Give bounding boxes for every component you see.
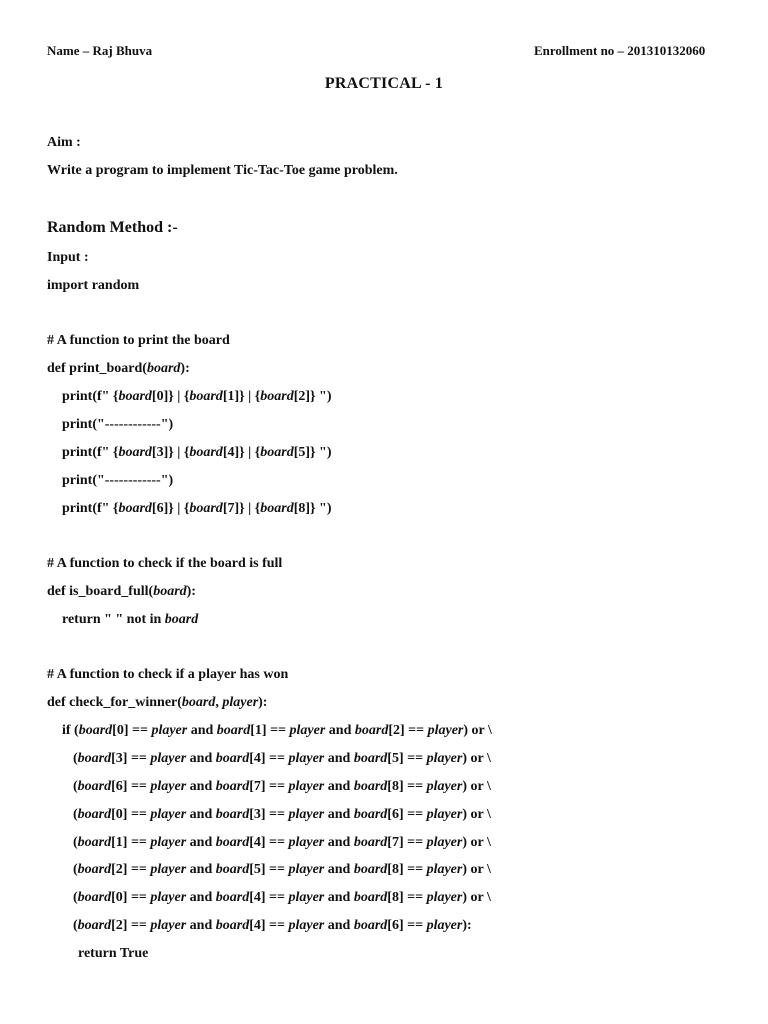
code-text: [6] == (387, 807, 427, 822)
code-text: ( (73, 835, 78, 850)
code-text: [4] == (249, 890, 289, 905)
code-line (47, 695, 267, 711)
code-identifier: board (215, 835, 250, 850)
code-text: and (324, 779, 354, 794)
code-line (47, 667, 288, 683)
code-text: print("------------") (62, 473, 174, 488)
code-line (73, 918, 472, 934)
code-text: [3]} | { (151, 445, 190, 460)
aim-text: Write a program to implement Tic-Tac-Toe game problem. (47, 163, 398, 178)
code-identifier: board (78, 723, 113, 738)
code-identifier: player (288, 751, 325, 766)
code-text: [5]} ") (293, 445, 332, 460)
code-identifier: player (289, 723, 326, 738)
code-text: def print_board( (47, 361, 147, 376)
section-heading: Random Method :- (47, 219, 178, 236)
code-text: [5] == (249, 862, 289, 877)
code-identifier: board (353, 779, 388, 794)
code-text: ) or \ (462, 807, 491, 822)
code-identifier: board (77, 918, 112, 933)
code-line (73, 751, 491, 767)
code-identifier: board (118, 445, 152, 460)
code-line (47, 584, 196, 600)
code-text: ) or \ (463, 723, 492, 738)
input-label: Input : (47, 250, 89, 265)
code-text: [7] == (387, 835, 427, 850)
code-text: and (324, 835, 354, 850)
code-text: [0] == (112, 723, 152, 738)
code-text: and (186, 779, 216, 794)
code-text: [8] == (387, 779, 427, 794)
code-identifier: board (260, 501, 294, 516)
code-text: def is_board_full( (47, 584, 154, 599)
code-text: and (186, 751, 216, 766)
code-text: [8] == (387, 890, 427, 905)
code-text: [7] == (249, 779, 289, 794)
code-line (62, 612, 198, 628)
code-text: and (324, 918, 354, 933)
code-identifier: player (426, 835, 463, 850)
code-identifier: player (426, 890, 463, 905)
code-identifier: board (77, 835, 112, 850)
code-identifier: board (189, 501, 223, 516)
code-identifier: board (164, 612, 199, 627)
code-identifier: board (215, 807, 250, 822)
code-identifier: board (153, 584, 187, 599)
code-line (78, 946, 148, 962)
code-identifier: player (426, 779, 463, 794)
code-identifier: player (150, 779, 187, 794)
code-line (47, 361, 190, 377)
code-text: ( (73, 807, 78, 822)
code-text: and (324, 751, 354, 766)
code-identifier: board (353, 862, 388, 877)
code-identifier: board (215, 862, 250, 877)
code-identifier: player (150, 807, 187, 822)
code-text: [4] == (249, 835, 289, 850)
code-identifier: player (288, 862, 325, 877)
code-identifier: player (150, 835, 187, 850)
code-identifier: board (77, 779, 112, 794)
code-identifier: player (426, 862, 463, 877)
code-text: import random (47, 278, 140, 293)
code-text: return True (78, 946, 149, 961)
code-text: print(f" { (62, 389, 119, 404)
code-identifier: board (77, 807, 112, 822)
code-text: ) or \ (462, 862, 491, 877)
code-text: and (324, 807, 354, 822)
code-text: [4] == (249, 751, 289, 766)
code-line (62, 417, 173, 433)
code-identifier: board (215, 918, 250, 933)
code-text: ): (462, 918, 472, 933)
code-identifier: board (353, 890, 388, 905)
code-identifier: player (288, 779, 325, 794)
code-text: and (324, 862, 354, 877)
code-text: ) or \ (462, 779, 491, 794)
code-identifier: board (353, 918, 388, 933)
code-line (47, 556, 282, 572)
code-identifier: board (146, 361, 181, 376)
code-identifier: board (215, 751, 250, 766)
code-text: # A function to print the board (47, 333, 230, 348)
code-text: [2] == (111, 918, 151, 933)
code-line (47, 333, 230, 349)
code-text: ( (73, 779, 78, 794)
code-line (47, 278, 139, 294)
code-identifier: board (353, 751, 388, 766)
code-text: print("------------") (62, 417, 174, 432)
code-text: print(f" { (62, 501, 119, 516)
code-identifier: player (288, 890, 325, 905)
enrollment-number: Enrollment no – 201310132060 (534, 43, 706, 58)
code-text: # A function to check if the board is full (47, 556, 283, 571)
code-text: and (186, 807, 216, 822)
code-text: return " " not in (62, 612, 165, 627)
code-identifier: board (118, 389, 152, 404)
code-line (62, 473, 173, 489)
code-text: [2]} ") (293, 389, 332, 404)
code-line (73, 807, 491, 823)
code-text: ) or \ (462, 890, 491, 905)
code-text: ): (258, 695, 268, 710)
code-identifier: board (354, 723, 389, 738)
code-identifier: board (77, 751, 112, 766)
code-text: , (215, 695, 223, 710)
code-identifier: board (118, 501, 152, 516)
code-text: # A function to check if a player has won (47, 667, 289, 682)
code-text: [7]} | { (222, 501, 261, 516)
code-text: [3] == (111, 751, 151, 766)
code-line (73, 862, 491, 878)
code-identifier: board (215, 779, 250, 794)
code-line (62, 445, 332, 461)
code-identifier: board (77, 890, 112, 905)
code-text: [1]} | { (222, 389, 261, 404)
code-text: ( (73, 862, 78, 877)
code-text: and (186, 835, 216, 850)
code-text: ( (73, 890, 78, 905)
code-identifier: player (427, 723, 464, 738)
code-text: [2] == (388, 723, 428, 738)
code-text: [1] == (250, 723, 290, 738)
code-text: [4]} | { (222, 445, 261, 460)
code-identifier: board (353, 807, 388, 822)
code-identifier: board (181, 695, 216, 710)
code-identifier: player (222, 695, 259, 710)
code-text: [6] == (387, 918, 427, 933)
code-identifier: player (288, 807, 325, 822)
code-text: [5] == (387, 751, 427, 766)
code-identifier: player (288, 835, 325, 850)
code-identifier: board (260, 389, 294, 404)
page-title: PRACTICAL - 1 (324, 75, 444, 92)
code-identifier: player (150, 890, 187, 905)
code-text: and (324, 890, 354, 905)
code-identifier: player (150, 751, 187, 766)
code-line (73, 779, 491, 795)
code-text: ) or \ (462, 751, 491, 766)
code-identifier: player (426, 751, 463, 766)
code-text: print(f" { (62, 445, 119, 460)
code-text: and (186, 890, 216, 905)
code-line (62, 723, 492, 739)
code-text: [0]} | { (151, 389, 190, 404)
code-text: [8] == (387, 862, 427, 877)
code-text: [6] == (111, 779, 151, 794)
code-text: [6]} | { (151, 501, 190, 516)
code-text: [8]} ") (293, 501, 332, 516)
code-text: and (325, 723, 355, 738)
code-line (73, 835, 491, 851)
code-identifier: board (77, 862, 112, 877)
code-identifier: board (260, 445, 294, 460)
code-text: ( (73, 751, 78, 766)
code-line (62, 501, 332, 517)
code-identifier: player (151, 723, 188, 738)
code-text: [2] == (111, 862, 151, 877)
code-text: ): (180, 361, 190, 376)
aim-label: Aim : (47, 135, 81, 150)
code-identifier: board (189, 389, 223, 404)
code-text: and (186, 862, 216, 877)
code-identifier: board (216, 723, 251, 738)
code-text: [0] == (111, 890, 151, 905)
author-name: Name – Raj Bhuva (47, 43, 153, 58)
code-text: and (186, 918, 216, 933)
code-identifier: board (189, 445, 223, 460)
code-text: def check_for_winner( (47, 695, 182, 710)
code-text: if ( (62, 723, 79, 738)
code-text: [0] == (111, 807, 151, 822)
code-line (73, 890, 491, 906)
code-text: [4] == (249, 918, 289, 933)
code-text: ) or \ (462, 835, 491, 850)
code-identifier: player (426, 918, 463, 933)
code-identifier: player (288, 918, 325, 933)
code-identifier: player (426, 807, 463, 822)
code-identifier: player (150, 918, 187, 933)
code-text: [1] == (111, 835, 151, 850)
code-identifier: player (150, 862, 187, 877)
code-line (62, 389, 332, 405)
code-identifier: board (215, 890, 250, 905)
code-text: [3] == (249, 807, 289, 822)
code-text: ): (186, 584, 196, 599)
code-text: ( (73, 918, 78, 933)
code-identifier: board (353, 835, 388, 850)
code-text: and (187, 723, 217, 738)
